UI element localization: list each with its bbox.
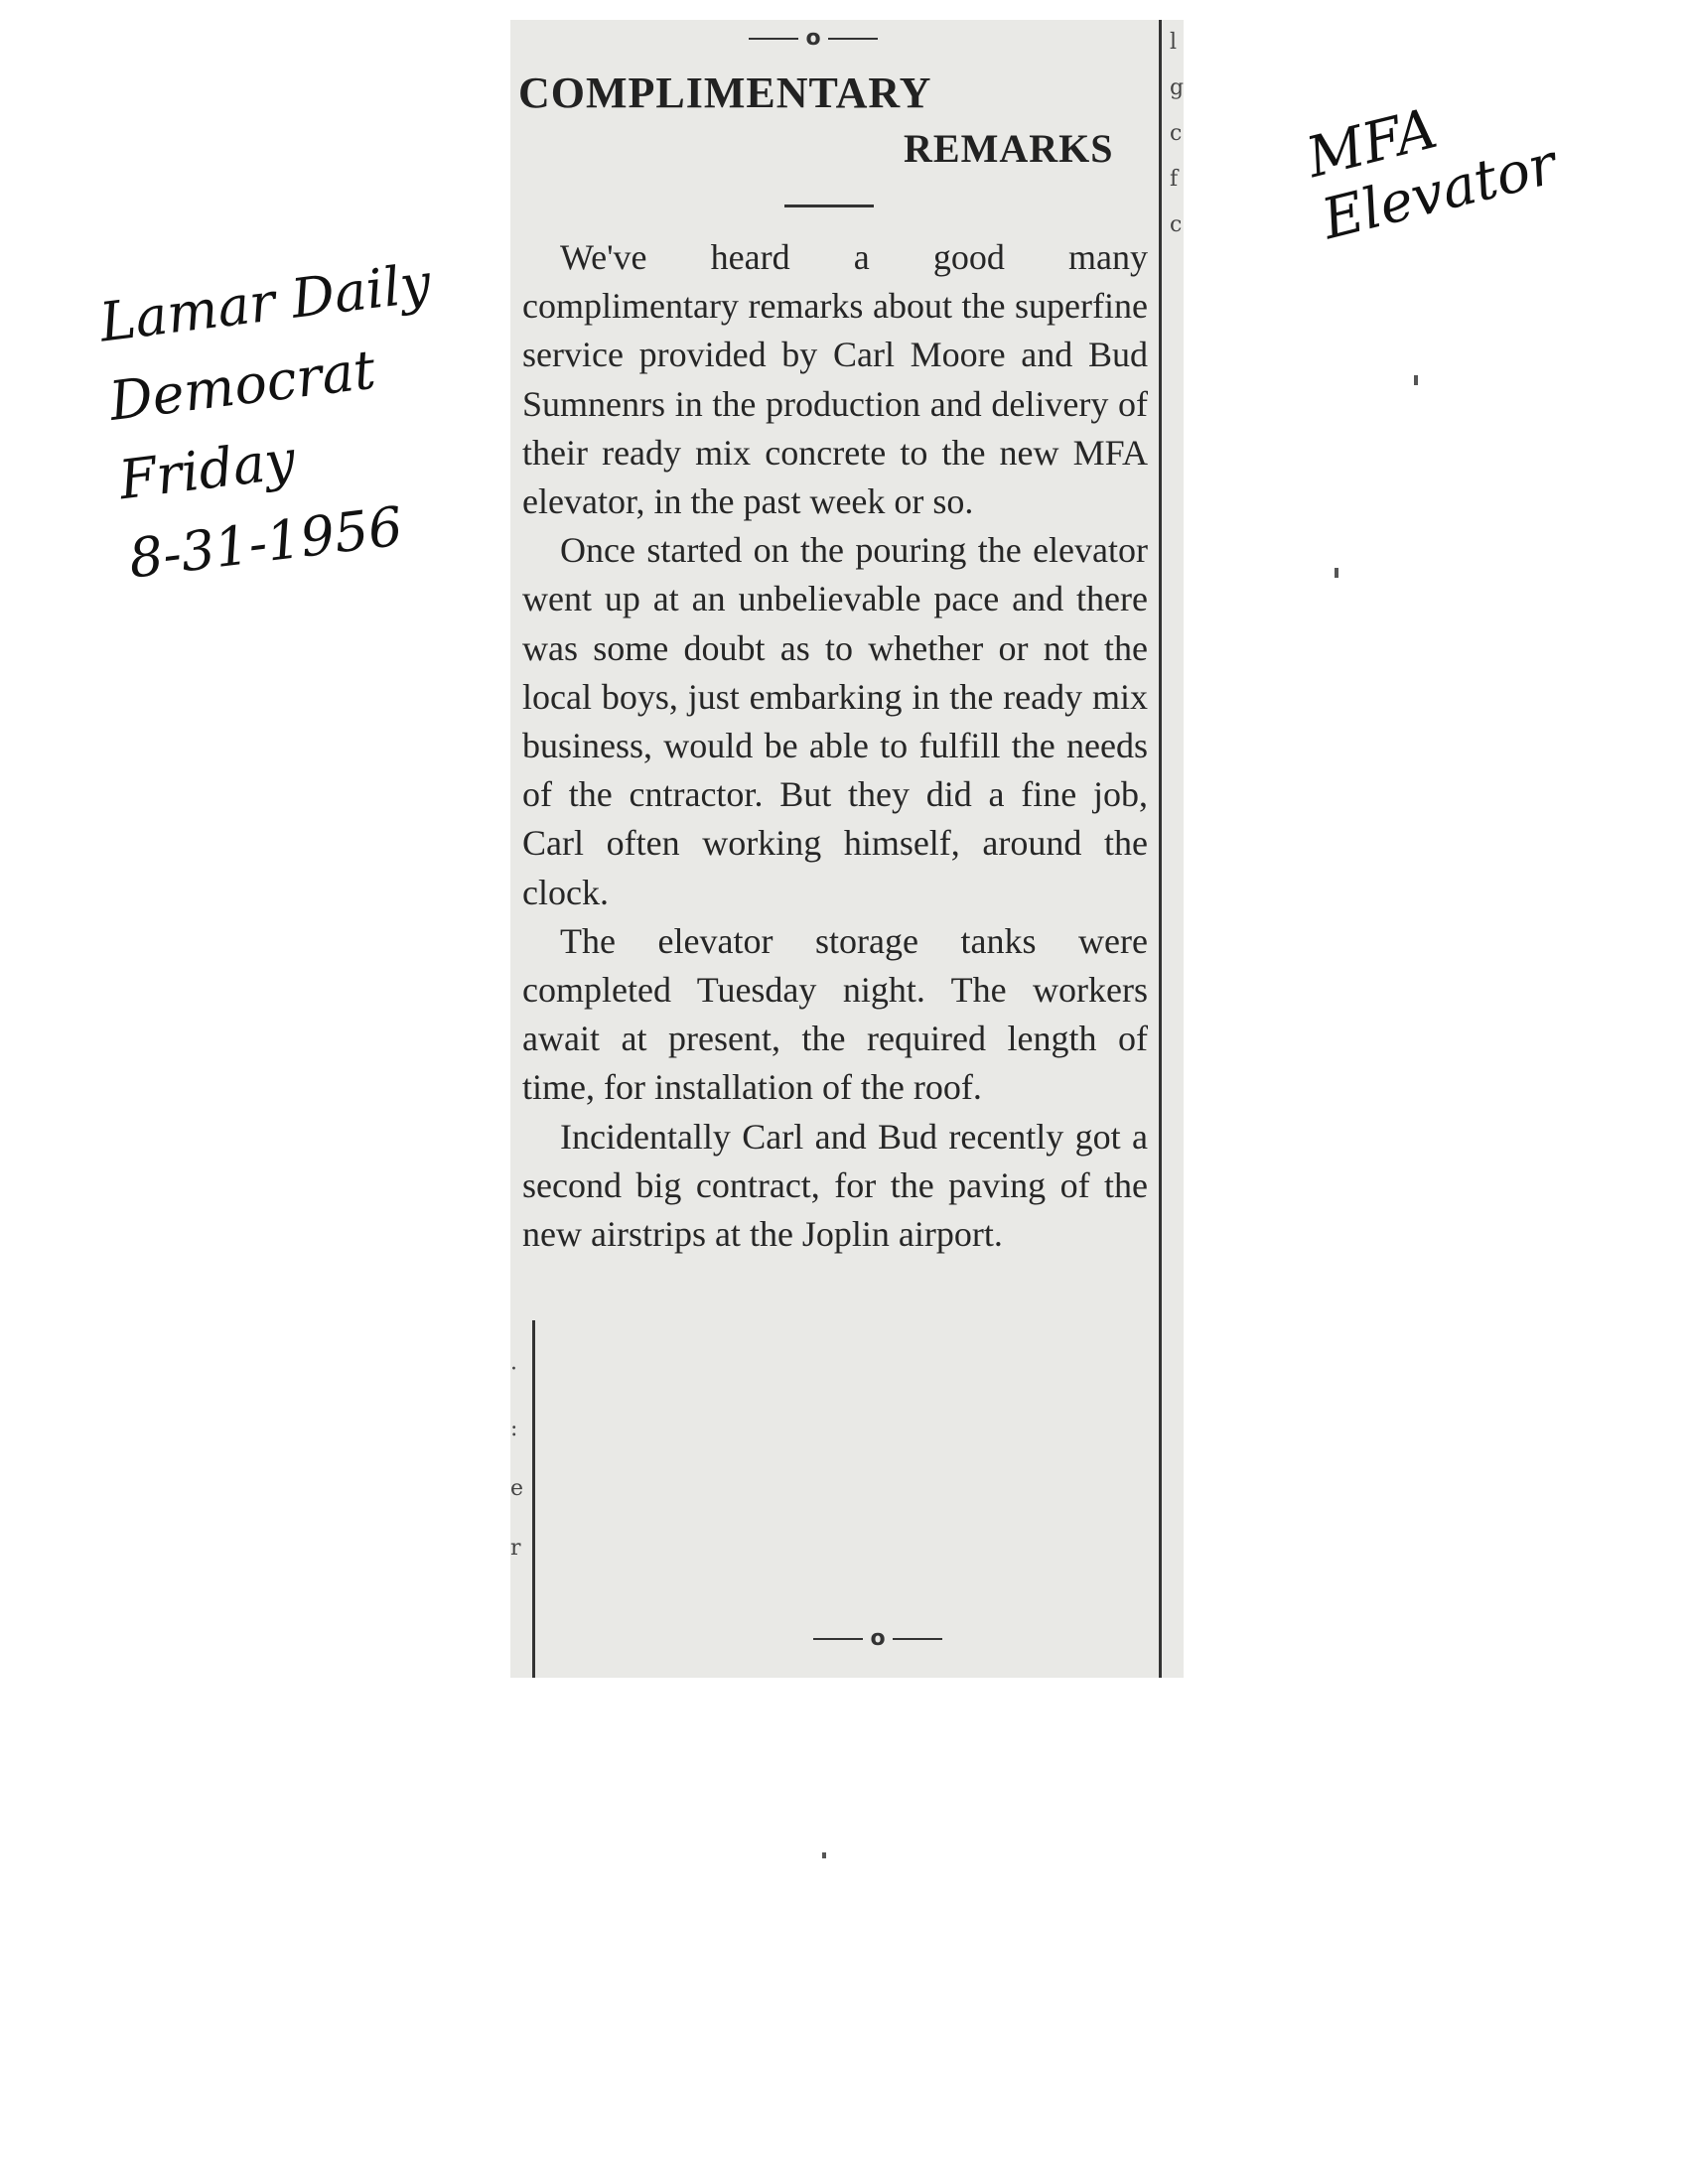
headline-line-2: REMARKS: [904, 126, 1114, 171]
article-paragraph: The elevator storage tanks were completed Tuesday night. The workers await at present, the required length of time, for installation of the roof.: [522, 920, 1148, 1108]
article-paragraph: Incidentally Carl and Bud recently got a second big contract, for the paving of the new airstrips at the Joplin airport.: [522, 1116, 1148, 1255]
article-paragraph: We've heard a good many complimentary remarks about the superfine service provided by Carl Moore and Bud Sumnenrs in the production and delivery of their ready mix concrete to the new MFA elevator, in the past week or so.: [522, 237, 1148, 522]
scan-speck: [1414, 375, 1418, 385]
article-paragraph: Once started on the pouring the elevator went up at an unbelievable pace and there was some doubt as to whether or not the local boys, just embarking in the ready mix business, would be able to fulfill the needs of the cntractor. But they did a fine job, Carl often working himself, around the clock.: [522, 530, 1148, 912]
column-rule-left: [532, 1320, 535, 1678]
ornament-bottom: o: [769, 1626, 987, 1651]
headline-dash: [784, 205, 874, 207]
column-rule-right: [1159, 20, 1162, 1678]
headline-line-1: COMPLIMENTARY: [518, 68, 932, 117]
scan-speck: [822, 1852, 826, 1858]
adjacent-column-edge-left: · : e r: [510, 1357, 524, 1561]
ornament-top: o: [649, 26, 977, 51]
newspaper-clipping: [510, 20, 1184, 1678]
adjacent-column-edge-right: l g c f c: [1170, 30, 1184, 237]
scan-speck: [1335, 568, 1338, 578]
handwritten-source-note: Lamar Daily Democrat Friday 8-31-1956: [95, 251, 435, 591]
article-body: [522, 233, 1148, 1259]
handwritten-topic-note: MFA Elevator: [1300, 96, 1563, 253]
